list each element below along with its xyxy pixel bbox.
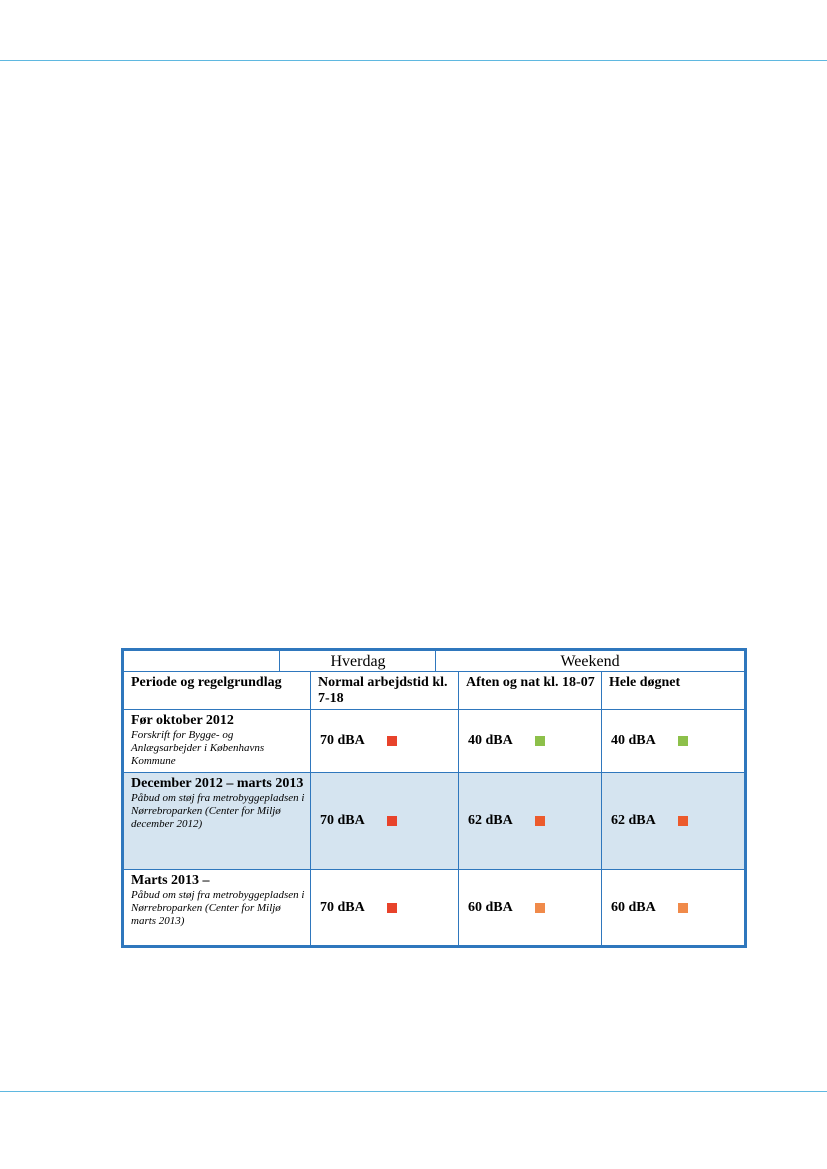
grid-line: [279, 651, 280, 671]
column-header-aften: Aften og nat kl. 18-07: [466, 675, 595, 690]
db-value: 70 dBA: [320, 900, 365, 915]
db-value: 62 dBA: [468, 813, 513, 828]
grid-line: [124, 772, 744, 773]
db-value: 40 dBA: [611, 733, 656, 748]
column-header-normal: Normal arbejdstid kl. 7-18: [318, 675, 448, 706]
grid-line: [124, 869, 744, 870]
value-cell: [311, 870, 458, 946]
status-square-icon: [535, 903, 545, 913]
period-cell: [124, 870, 310, 946]
grid-line: [435, 651, 436, 671]
db-value: 70 dBA: [320, 813, 365, 828]
grid-line: [310, 671, 311, 946]
db-value: 62 dBA: [611, 813, 656, 828]
db-value: 70 dBA: [320, 733, 365, 748]
db-value: 40 dBA: [468, 733, 513, 748]
period-cell: [124, 710, 310, 772]
period-description: Forskrift for Bygge- og Anlægsarbejder i Københavns Kommune: [131, 729, 265, 767]
footer-rule: [0, 1091, 827, 1092]
status-square-icon: [678, 816, 688, 826]
period-description: Påbud om støj fra metrobyggepladsen i Nørrebroparken (Center for Miljø december 2012): [131, 792, 305, 830]
value-cell: [311, 710, 458, 772]
status-square-icon: [535, 816, 545, 826]
period-title: Før oktober 2012: [131, 713, 234, 728]
period-cell: [124, 773, 310, 869]
grid-line: [124, 709, 744, 710]
db-value: 60 dBA: [611, 900, 656, 915]
period-description: Påbud om støj fra metrobyggepladsen i Nørrebroparken (Center for Miljø marts 2013): [131, 889, 305, 927]
status-square-icon: [387, 903, 397, 913]
value-cell: [459, 773, 601, 869]
status-square-icon: [387, 736, 397, 746]
column-header-periode: Periode og regelgrundlag: [131, 675, 282, 690]
db-value: 60 dBA: [468, 900, 513, 915]
value-cell: [602, 710, 744, 772]
value-cell: [311, 773, 458, 869]
status-square-icon: [678, 736, 688, 746]
value-cell: [459, 870, 601, 946]
group-header-weekend: Weekend: [560, 653, 620, 670]
value-cell: [602, 773, 744, 869]
grid-line: [458, 671, 459, 946]
value-cell: [602, 870, 744, 946]
value-cell: [459, 710, 601, 772]
group-header-hverdag: Hverdag: [330, 653, 386, 670]
noise-limits-table: [121, 648, 747, 948]
status-square-icon: [678, 903, 688, 913]
grid-line: [601, 671, 602, 946]
period-title: December 2012 – marts 2013: [131, 776, 304, 791]
header-rule: [0, 60, 827, 61]
status-square-icon: [387, 816, 397, 826]
period-title: Marts 2013 –: [131, 873, 210, 888]
status-square-icon: [535, 736, 545, 746]
column-header-hele: Hele døgnet: [609, 675, 681, 690]
grid-line: [124, 671, 744, 672]
